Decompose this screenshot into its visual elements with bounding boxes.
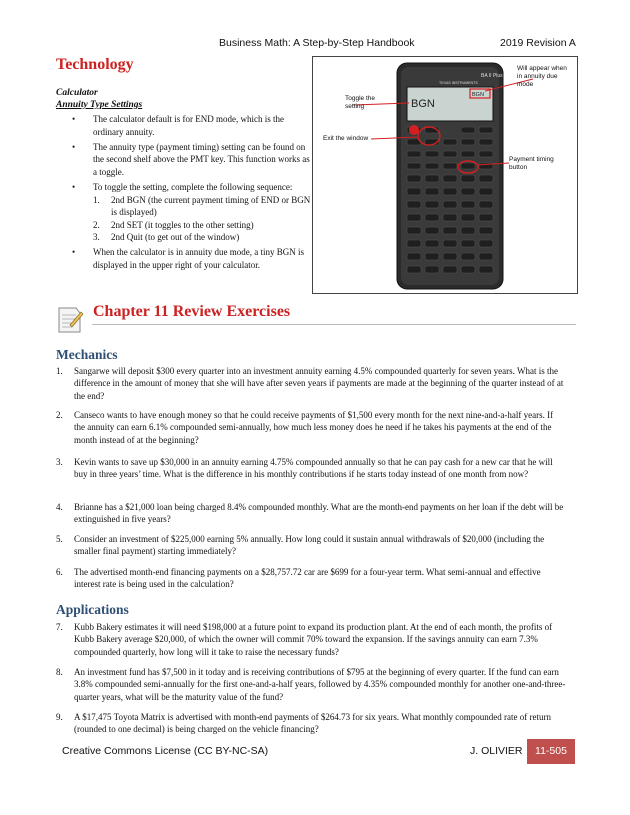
bullet-text: The annuity type (payment timing) setting can be found on the second shelf above the PMT key. This function works as a toggle. — [93, 141, 310, 177]
callout-payment: Payment timing button — [509, 156, 554, 171]
technology-bullet-list — [72, 113, 312, 274]
notepad-pencil-icon — [56, 305, 84, 335]
step-number: 2. — [93, 219, 100, 230]
bullet-text: To toggle the setting, complete the following sequence: — [93, 181, 293, 192]
exercise-item — [56, 566, 566, 591]
exercise-item — [56, 409, 566, 446]
maker-label: TEXAS INSTRUMENTS — [439, 81, 478, 85]
exercise-text: Consider an investment of $225,000 earning 5% annually. How long could it sustain annual withdrawals of $20,000 (including the smaller final payment) starting immediately? — [74, 534, 545, 557]
mechanics-heading: Mechanics — [56, 347, 118, 362]
step-item — [93, 194, 312, 219]
exercise-item — [56, 621, 566, 658]
step-item — [93, 219, 312, 232]
exercise-number: 8. — [56, 667, 63, 677]
exercise-number: 2. — [56, 410, 63, 420]
exercise-text: Canseco wants to have enough money so that he could receive payments of $1,500 every month for the next nine-and-a-half years. If the annuity can earn 6.1% compounded semi-annually, how much less money does he need if he takes his payments at the end of the month instead of at the beginning? — [74, 410, 554, 445]
exercise-text: Sangarwe will deposit $300 every quarter into an investment annuity earning 4.5% compounded quarterly for seven years. What is the difference in the amount of money that she will have after seven years if payments are made at the beginning of the quarter instead of at the end? — [74, 366, 564, 401]
toggle-steps-list — [93, 194, 312, 244]
exercise-number: 7. — [56, 622, 63, 632]
step-number: 3. — [93, 232, 100, 243]
screen-tiny-bgn: BGN — [472, 92, 484, 98]
calculator-figure — [312, 56, 578, 294]
step-text: 2nd SET (it toggles to the other setting) — [111, 219, 254, 230]
bullet-text: The calculator default is for END mode, which is the ordinary annuity. — [93, 114, 284, 137]
exercise-number: 9. — [56, 712, 63, 722]
bullet-item — [72, 141, 312, 179]
calculator-subheading: Calculator — [56, 88, 98, 98]
page-number-badge: 11-505 — [527, 739, 575, 764]
step-text: 2nd BGN (the current payment timing of END or BGN is displayed) — [111, 194, 311, 218]
chapter-review-heading: Chapter 11 Review Exercises — [93, 303, 291, 320]
exercise-text: Kubb Bakery estimates it will need $198,000 at a future point to expand its production plant. At the end of each month, the profits of Kubb Bakery average $20,000, of which the owner will commit 70% toward the expansion. If the savings annuity can earn 7.3% compounded quarterly, how long will it take to raise the necessary funds? — [74, 622, 553, 657]
technology-heading: Technology — [56, 56, 134, 73]
running-header-revision: 2019 Revision A — [500, 37, 576, 49]
exercise-item — [56, 456, 566, 481]
exercise-number: 6. — [56, 567, 63, 577]
step-text: 2nd Quit (to get out of the window) — [111, 232, 240, 243]
bullet-item — [72, 113, 312, 138]
bullet-item — [72, 246, 312, 271]
applications-heading: Applications — [56, 602, 129, 617]
brand-label: BA II Plus — [481, 73, 503, 79]
chapter-heading-rule — [92, 324, 576, 325]
bullet-item — [72, 181, 312, 244]
exercise-text: An investment fund has $7,500 in it today and is receiving contributions of $795 at the beginning of every quarter. If the fund can earn 3.8% compounded semi-annually for the first one-and-a-half years, followed by 4.35% compounded monthly for another one-and-three-quarter years, what will be the maturity value of the fund? — [74, 667, 566, 702]
exercise-item — [56, 501, 566, 526]
bullet-text: When the calculator is in annuity due mode, a tiny BGN is displayed in the upper right of your calculator. — [93, 247, 304, 271]
exercise-text: Kevin wants to save up $30,000 in an annuity earning 4.75% compounded annually so that he can pay cash for a new car that he will buy in three years’ time. What is the difference in his monthly contributions if he starts today instead of one month from now? — [74, 457, 553, 480]
exercise-item — [56, 533, 566, 558]
footer-author: J. OLIVIER — [470, 745, 523, 757]
second-key-highlight — [409, 125, 419, 135]
exercise-item — [56, 711, 566, 736]
footer-license: Creative Commons License (CC BY-NC-SA) — [62, 745, 269, 757]
exercise-text: Brianne has a $21,000 loan being charged 8.4% compounded monthly. What are the month-end payments on her loan if the debt will be extinguished in five years? — [74, 502, 564, 525]
exercise-number: 3. — [56, 457, 63, 467]
exercise-item — [56, 365, 566, 402]
callout-appear: Will appear when in annuity due mode — [517, 65, 567, 88]
screen-bgn-text: BGN — [411, 98, 435, 110]
exercise-text: The advertised month-end financing payments on a $28,757.72 car are $699 for a four-year term. What semi-annual and effective interest rate is being used in the calculation? — [74, 567, 541, 590]
step-item — [93, 231, 312, 244]
running-header-title: Business Math: A Step-by-Step Handbook — [219, 37, 415, 49]
exercise-text: A $17,475 Toyota Matrix is advertised with month-end payments of $264.73 for six years. What monthly compounded rate of return (rounded to one decimal) is being charged on the vehicle financing? — [74, 712, 551, 735]
exercise-item — [56, 666, 566, 703]
callout-toggle: Toggle the setting — [345, 95, 375, 110]
calculator-illustration — [313, 57, 577, 293]
callout-exit: Exit the window — [323, 135, 369, 142]
exercise-number: 1. — [56, 366, 63, 376]
exercise-number: 5. — [56, 534, 63, 544]
exercise-number: 4. — [56, 502, 63, 512]
step-number: 1. — [93, 194, 100, 205]
annuity-type-settings-subheading: Annuity Type Settings — [56, 100, 143, 110]
